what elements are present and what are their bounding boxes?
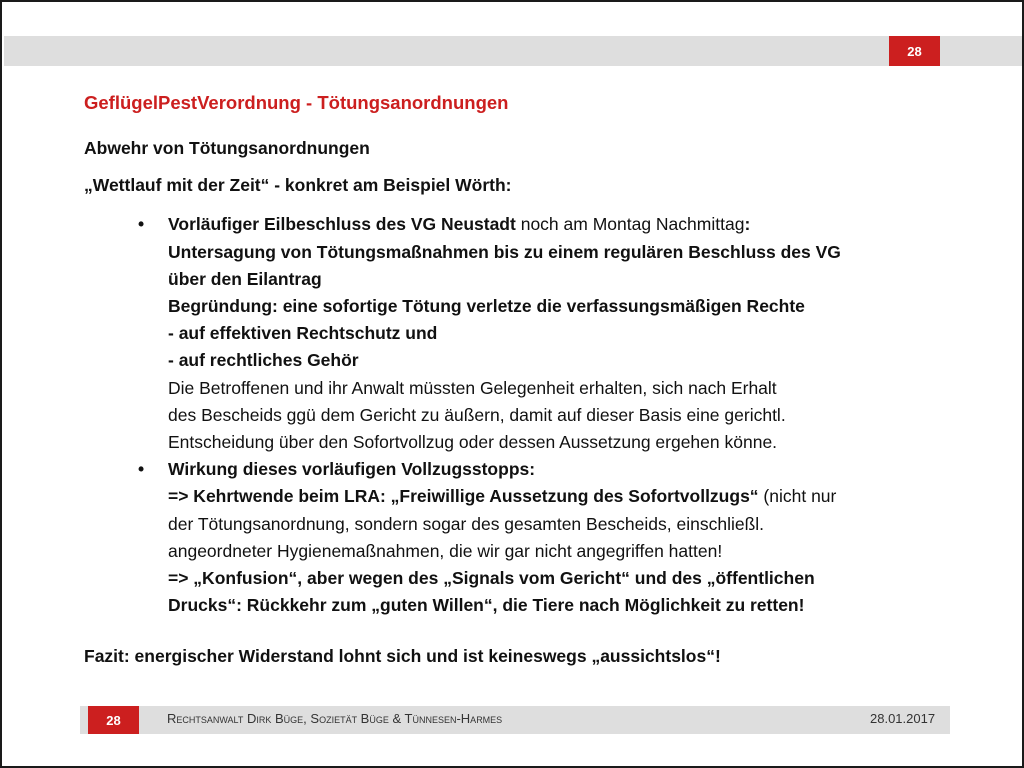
bullet-1-line-1 xyxy=(168,211,944,238)
bullet-1-line-1-colon: : xyxy=(744,214,751,235)
bullet-2-line-2 xyxy=(168,483,944,510)
bullet-eilbeschluss xyxy=(84,211,944,456)
slide-content xyxy=(84,135,944,671)
bullet-1-line-8: des Bescheids ggü dem Gericht zu äußern, damit auf dieser Basis eine gerichtl. xyxy=(168,404,786,425)
bullet-1-line-3: über den Eilantrag xyxy=(168,268,322,289)
header-bar xyxy=(4,36,1022,66)
footer-page-number: 28 xyxy=(88,706,139,734)
bullet-2-line-5: => „Konfusion“, aber wegen des „Signals vom Gericht“ und des „öffentlichen xyxy=(168,568,815,589)
conclusion: Fazit: energischer Widerstand lohnt sich und ist keineswegs „aussichtslos“! xyxy=(84,646,721,667)
bullet-marker: • xyxy=(138,459,145,480)
subheading-wettlauf: „Wettlauf mit der Zeit“ - konkret am Beispiel Wörth: xyxy=(84,175,512,196)
bullet-marker: • xyxy=(138,214,145,235)
bullet-1-line-4: Begründung: eine sofortige Tötung verletze die verfassungsmäßigen Rechte xyxy=(168,296,805,317)
bullet-1-line-7: Die Betroffenen und ihr Anwalt müssten Gelegenheit erhalten, sich nach Erhalt xyxy=(168,377,777,398)
bullet-1-line-9: Entscheidung über den Sofortvollzug oder dessen Aussetzung ergehen könne. xyxy=(168,432,778,453)
bullet-2-line-2-bold: => Kehrtwende beim LRA: „Freiwillige Aussetzung des Sofortvollzugs“ xyxy=(168,486,759,507)
bullet-1-line-6: - auf rechtliches Gehör xyxy=(168,350,359,371)
bullet-1-line-1-normal: noch am Montag Nachmittag xyxy=(515,214,745,235)
bullet-list xyxy=(84,211,944,619)
bullet-2-line-2-normal: (nicht nur xyxy=(758,486,837,507)
bullet-wirkung xyxy=(84,456,944,619)
slide-title: GeflügelPestVerordnung - Tötungsanordnungen xyxy=(84,92,509,113)
bullet-2-line-3: der Tötungsanordnung, sondern sogar des gesamten Bescheids, einschließl. xyxy=(168,513,765,534)
bullet-1-line-5: - auf effektiven Rechtschutz und xyxy=(168,323,438,344)
bullet-1-line-1-bold: Vorläufiger Eilbeschluss des VG Neustadt xyxy=(168,214,516,235)
footer-author: Rechtsanwalt Dirk Büge, Sozietät Büge & Tünnesen-Harmes xyxy=(167,711,503,726)
bullet-2-line-1: Wirkung dieses vorläufigen Vollzugsstopps: xyxy=(168,459,536,480)
footer-date: 28.01.2017 xyxy=(870,711,936,726)
bullet-1-line-2: Untersagung von Tötungsmaßnahmen bis zu einem regulären Beschluss des VG xyxy=(168,241,841,262)
bullet-2-line-4: angeordneter Hygienemaßnahmen, die wir gar nicht angegriffen hatten! xyxy=(168,540,723,561)
header-page-number: 28 xyxy=(889,36,940,66)
bullet-2-line-6: Drucks“: Rückkehr zum „guten Willen“, die Tiere nach Möglichkeit zu retten! xyxy=(168,595,805,616)
subheading-abwehr: Abwehr von Tötungsanordnungen xyxy=(84,138,370,158)
